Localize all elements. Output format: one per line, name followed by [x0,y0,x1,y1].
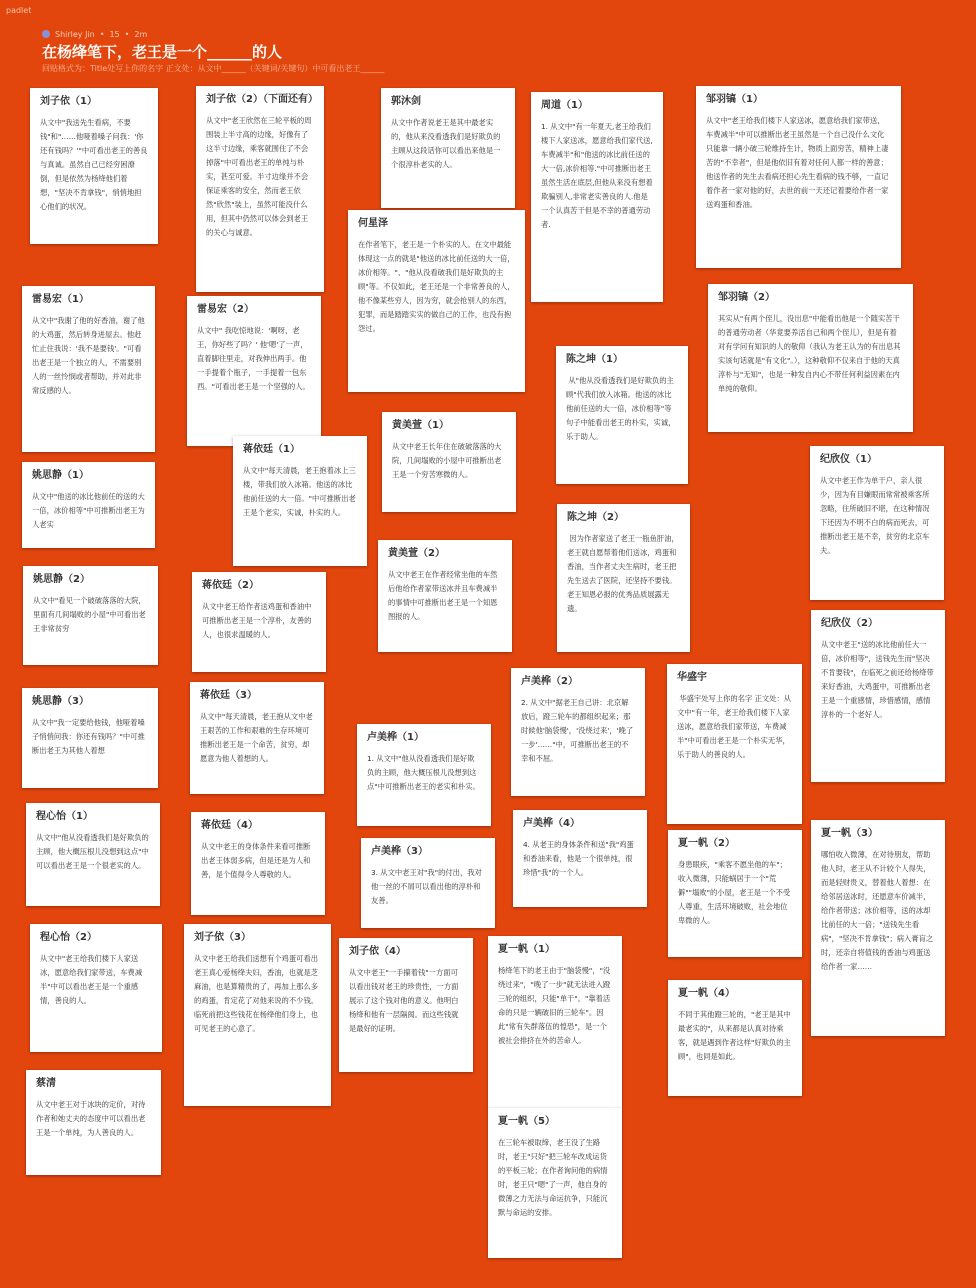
post-body: 从文中" 我吃惊地说：'啊呀，老王，你好些了吗？' 他'嗯'了一声，直着脚往里走，对我伸出两手。他一手提着个瓶子，一手提着一包东西。"可看出老王是一个坚强的人。 [197,326,310,391]
post-card[interactable] [184,924,331,1106]
post-body: 从文中老王在作者经常坐他的车然后他给作者家带送冰并且车费减半的事情中可推断出老王是一个知恩图报的人。 [388,570,498,621]
board-subtitle: 回贴格式为：Title处写上你的名字 正文处：从文中______（关键词/关键句）中可看出老王______ [42,64,385,73]
post-title: 卢美桦（4） [523,818,580,829]
post-card[interactable] [668,830,802,957]
avatar[interactable] [42,30,50,38]
post-card[interactable] [357,724,491,826]
post-card[interactable] [30,88,158,244]
post-card[interactable] [556,346,688,484]
post-title: 雷易宏（1） [32,294,89,305]
post-body: 从文中"老王欣然在三轮平板的周围装上半寸高的边缘，好像有了这半寸边缘，乘客就围住了不会掉落"中可看出老王的单纯与朴实，甚至可爱。半寸边缘并不会保证乘客的安全，然而老王依然"欣然"装上，虽然可能没什么用，但其中仍然可以体会到老王的关心与诚意。 [206,116,312,237]
post-body: 从文中"他从没看透我们是好欺负的主顾，他大概压根儿没想到这点"中可以看出老王是一个很老实的人。 [36,833,149,870]
post-title: 夏一帆（4） [678,988,735,999]
post-count: 15 [109,29,120,39]
post-title: 蒋依廷（4） [201,820,258,831]
post-title: 纪欣仪（2） [821,618,878,629]
board-age: 2m [134,29,148,39]
post-title: 黄美萱（1） [392,420,449,431]
post-body: 1. 从文中"有一年夏天,老王给我们楼下人家送冰，愿意给我们家代送,车费减半"和"他送的冰比前任送的大一倍,冰价相等."中可推断出老王虽然生活在底层,但他从来没有想着欺骗别人,非常老实善良的人.他是一个认真苦干但是不幸的普通劳动者. [541,122,653,229]
post-title: 夏一帆（1） [498,944,555,955]
post-card[interactable] [531,92,663,302]
post-card[interactable] [348,210,525,392]
post-card[interactable] [30,924,162,1052]
post-body: 从文中"我谢了他的好香油，谢了他的大鸡蛋，然后转身进屋去。他赶忙止住我说：'我不是要钱'。"可看出老王是一个独立的人，不需要别人的一丝怜悯或者帮助，并对此非常反感的人。 [32,316,145,395]
post-card[interactable] [233,436,367,566]
post-body: 从文中作者说老王是其中最老实的，他从来没看透我们是好欺负的主顾从这段话你可以看出来他是一个很淳朴老实的人。 [391,118,501,169]
post-card[interactable] [557,504,690,652]
separator-dot: • [124,29,130,39]
post-card[interactable] [668,980,802,1096]
post-card[interactable] [23,566,158,665]
padlet-logo[interactable]: padlet [6,6,32,15]
post-body: 其实从"有两个侄儿，没出息"中能看出他是一个随实苦干的普通劳动者（华竟要养活自己和两个侄儿），但是有着对有学问有知识的人的敬仰（我认为老王认为的有出息其实该句话就是"有文化"。），这种敬仰不仅来自于他的天真淳朴与"无知"，也是一种发自内心不带任何利益因素在内单纯的敬仰。 [718,314,901,393]
post-body: 从文中老王长年住在破破落落的大院，几间塌败的小屋中可推断出老王是一个穷苦寒微的人。 [392,442,502,479]
post-title: 陈之坤（2） [567,512,624,523]
post-title: 雷易宏（2） [197,304,254,315]
post-card[interactable] [22,688,158,788]
post-card[interactable] [191,812,325,915]
post-title: 卢美桦（1） [367,732,424,743]
post-body: 1. 从文中"他从没看透我们是好欺负的主顾，他大概压根儿没想到这点"中可推断出老王的老实和朴实。 [367,754,480,791]
post-title: 黄美萱（2） [388,548,445,559]
post-body: 从文中老王给我们送想有个鸡蛋可看出老王真心爱杨绛夫妇，香油，也就是芝麻油，也是算精贵的了，再加上那么多的鸡蛋，肯定花了对他来说的不少钱。临死前把这些钱花在杨绛他们身上，也可见老王的心意了。 [194,954,319,1033]
post-card[interactable] [708,284,913,432]
post-body: 因为作者家送了老王一瓶鱼肝油，老王就自愿帮着他们送冰，鸡蛋和香油，当作者丈夫生病时，老王把先生送去了医院，还坚持不要钱。老王知恩必报的优秀品质展露无遗。 [567,534,679,613]
post-title: 程心怡（2） [40,932,97,943]
post-body: 从文中"每天清晨，老王抱从文中老王艰苦的工作和艰难的生存环境可推断出老王是一个命苦，贫穷，却愿意为他人着想的人。 [200,712,313,763]
separator-dot: • [99,29,105,39]
post-body: 2. 从文中"据老王自己讲：北京解放后，蹬三轮车的都组织起来；那时候他'脑袋慢'，'没绕过来'，'晚了一步'……"中，可推断出老王的不幸和不屈。 [521,698,634,763]
post-card[interactable] [488,936,622,1108]
post-title: 蒋依廷（1） [243,444,300,455]
board-meta [42,28,942,40]
post-card[interactable] [382,412,516,512]
post-body: 杨绛笔下的老王由于"脑袋慢"，"没绕过来"，"晚了一步"就无法进入蹬三轮的组织，只能"单干"。"靠着活命的只是一辆破旧的三轮车"。因此"常有失群落伍的惶恐"，是一个被社会排挤在外的苦命人。 [498,966,611,1045]
post-card[interactable] [192,572,326,672]
post-body: 从文中老王"送的冰比他前任大一倍，冰价相等"，送钱先生而"坚决不肯要钱"，在临死之前还给杨绛带来好香油，大鸡蛋中，可推断出老王是一个重感情，珍惜感情，感情淳朴的一个老好人。 [821,640,934,719]
post-card[interactable] [667,664,802,824]
post-body: 从文中老王给作者送鸡蛋和香油中可推断出老王是一个淳朴，友善的人，也很求温暖的人。 [202,602,312,639]
post-body: 从文中"每天清晨，老王抱着冰上三楼，带我们放入冰箱。他送的冰比他前任送的大一倍。"中可推断出老王是个老实，实诚，朴实的人。 [243,466,356,517]
post-title: 姚思静（1） [32,470,89,481]
post-title: 纪欣仪（1） [820,454,877,465]
post-body: 从文中"他送的冰比他前任的送的大一倍，冰价相等"中可推断出老王为人老实 [32,492,145,529]
post-body: 从文中老王"一手攥着钱"一方面可以看出钱对老王的珍贵性，一方面展示了这个钱对他的意义。他明白杨绛和他有一层隔阂。而这些钱就是最好的证明。 [349,968,459,1033]
post-title: 蒋依廷（2） [202,580,259,591]
post-body: 在三轮车被取缔，老王没了生路时，老王"只好"把三轮车改成运货的平板三轮；在作者询问他的病情时，老王只"嗯"了一声，他自身的微薄之力无法与命运抗争，只能沉默与命运的安排。 [498,1138,608,1217]
post-title: 姚思静（3） [32,696,89,707]
post-card[interactable] [488,1108,622,1258]
post-card[interactable] [361,838,495,928]
author-name[interactable]: Shirley Jin [55,29,95,39]
post-body: 从文中"老王给我们楼下人家送冰，愿意给我们家带送，车费减半"中可以看出老王是一个重感情，善良的人。 [40,954,143,1005]
post-body: 从文中"老王给我们楼下人家送冰，愿意给我们家带送，车费减半"中可以推断出老王虽然是一个自己没什么文化只能靠一辆小破三轮维持生计，物质上面穷苦，精神上凄苦的"不幸者"，但是他依旧有着对任何人都一样的善意；他送作者的先生去看病还担心先生看病的钱不够，一直记着作者一家对他的好，去世的前一天还记着要给作者一家送鸡蛋和香油。 [706,116,889,209]
post-title: 蔡清 [36,1078,56,1089]
post-title: 夏一帆（2） [678,838,735,849]
post-card[interactable] [811,820,945,1036]
post-title: 何星泽 [358,218,388,229]
post-card[interactable] [513,810,647,907]
post-body: 从"他从没看透我们是好欺负的主顾"代我们放入冰箱。他送的冰比他前任送的大一倍，冰价相等"等句子中能看出老王的朴实，实诚，乐于助人。 [566,376,676,441]
post-body: 华盛宇处写上你的名字 正文处：从文中"有一年，老王给我们楼下人家送冰，愿意给我们家带送，车费减半"中可看出老王是一个朴实无华，乐于助人的善良的人。 [677,694,792,759]
post-body: 哪怕收入微薄，在对待朋友，帮助他人时，老王从不计较个人得失，而是轻财贵义，替着他人着想：在给邻居送冰时，还愿意车价减半，给作者带送；冰价相等，送的冰却比前任的大一倍；"送钱先生看病"，"坚决不肯拿钱"；病入膏肓之时，还亲自将值钱的香油与鸡蛋送给作者一家…… [821,850,934,971]
post-body: 从文中老王对于冰块的定价，对待作者和她丈夫的态度中可以看出老王是一个单纯，为人善良的人。 [36,1100,146,1137]
post-card[interactable] [22,286,155,452]
post-card[interactable] [381,88,515,208]
post-title: 卢美桦（3） [371,846,428,857]
post-card[interactable] [22,462,155,548]
post-card[interactable] [26,1070,161,1175]
post-title: 姚思静（2） [33,574,90,585]
post-card[interactable] [187,296,321,446]
post-card[interactable] [190,682,324,794]
post-body: 从文中"我一定要给他钱，他哑着嗓子悄悄问我：你还有钱吗？"中可推断出老王为其他人着想 [32,718,145,755]
post-title: 邹羽镐（1） [706,94,763,105]
post-card[interactable] [339,938,473,1072]
post-body: 身患眼疾，"乘客不愿坐他的车"；收入微薄，只能蜗居于一个"荒僻""塌败"的小屋，老王是一个不受人尊重，生活环境破败，社会地位卑微的人。 [678,860,791,925]
post-card[interactable] [810,446,944,600]
post-card[interactable] [196,86,324,292]
post-card[interactable] [511,668,645,796]
post-body: 不同于其他蹬三轮的，"老王是其中最老实的"，从来都是认真对待乘客，就是遇到作者这样"好欺负的主顾"，也同是如此。 [678,1010,791,1061]
post-body: 从文中"我送先生看病，不要钱"和"……他哑着嗓子问我：'你还有钱吗？'"中可看出老王的善良与真诚。虽然自己已经穷困潦倒，但是依然为杨绛他们着想，"坚决不肯拿钱"，悄悄地担心他们的状况。 [40,118,148,211]
post-title: 刘子依（3） [194,932,251,943]
post-body: 从文中老王作为单干户，亲人很少，因为有目嫌眼而常常被乘客所忽略，住所破旧不堪，在这种情况下还因为不明不白的病而死去，可推断出老王是不幸，贫穷的北京车夫。 [820,476,930,555]
post-title: 陈之坤（1） [566,354,623,365]
post-body: 3. 从文中老王对"我"的付出，我对他一丝的不屑可以看出他的淳朴和友善。 [371,868,482,905]
board-title: 在杨绛笔下，老王是一个______的人 [42,43,283,61]
post-title: 华盛宇 [677,672,707,683]
post-title: 刘子依（1） [40,96,97,107]
post-title: 卢美桦（2） [521,676,578,687]
post-card[interactable] [696,86,901,268]
post-title: 刘子依（4） [349,946,406,957]
post-card[interactable] [811,610,945,782]
post-body: 从文中老王的身体条件来看可推断出老王体弱多病，但是还是为人和善，是个值得令人尊敬的人。 [201,842,311,879]
board-header [42,28,942,74]
post-card[interactable] [26,803,160,906]
post-title: 夏一帆（5） [498,1116,555,1127]
post-title: 郭沐剑 [391,96,421,107]
post-title: 周道（1） [541,100,588,111]
post-title: 刘子依（2）（下面还有） [206,94,318,105]
post-body: 在作者笔下，老王是一个朴实的人。在文中最能体现这一点的就是"他送的冰比前任送的大一倍，冰价相等。"、"他从没看破我们是好欺负的主顾"等。不仅如此，老王还是一个非常善良的人，他不像某些穷人，因为穷，就会抢别人的东西，犯罪，而是踏踏实实的做自己的工作，也没有抱怨过。 [358,240,515,333]
post-body: 从文中"看见一个破破落落的大院，里面有几间塌败的小屋"中可看出老王非常贫穷 [33,596,146,633]
post-title: 邹羽镐（2） [718,292,775,303]
post-title: 蒋依廷（3） [200,690,257,701]
post-title: 夏一帆（3） [821,828,878,839]
post-card[interactable] [378,540,512,652]
post-title: 程心怡（1） [36,811,93,822]
post-body: 4. 从老王的身体条件和送"我"鸡蛋和香油来看，他是一个很单纯，很珍惜"我"的一个人。 [523,840,634,877]
